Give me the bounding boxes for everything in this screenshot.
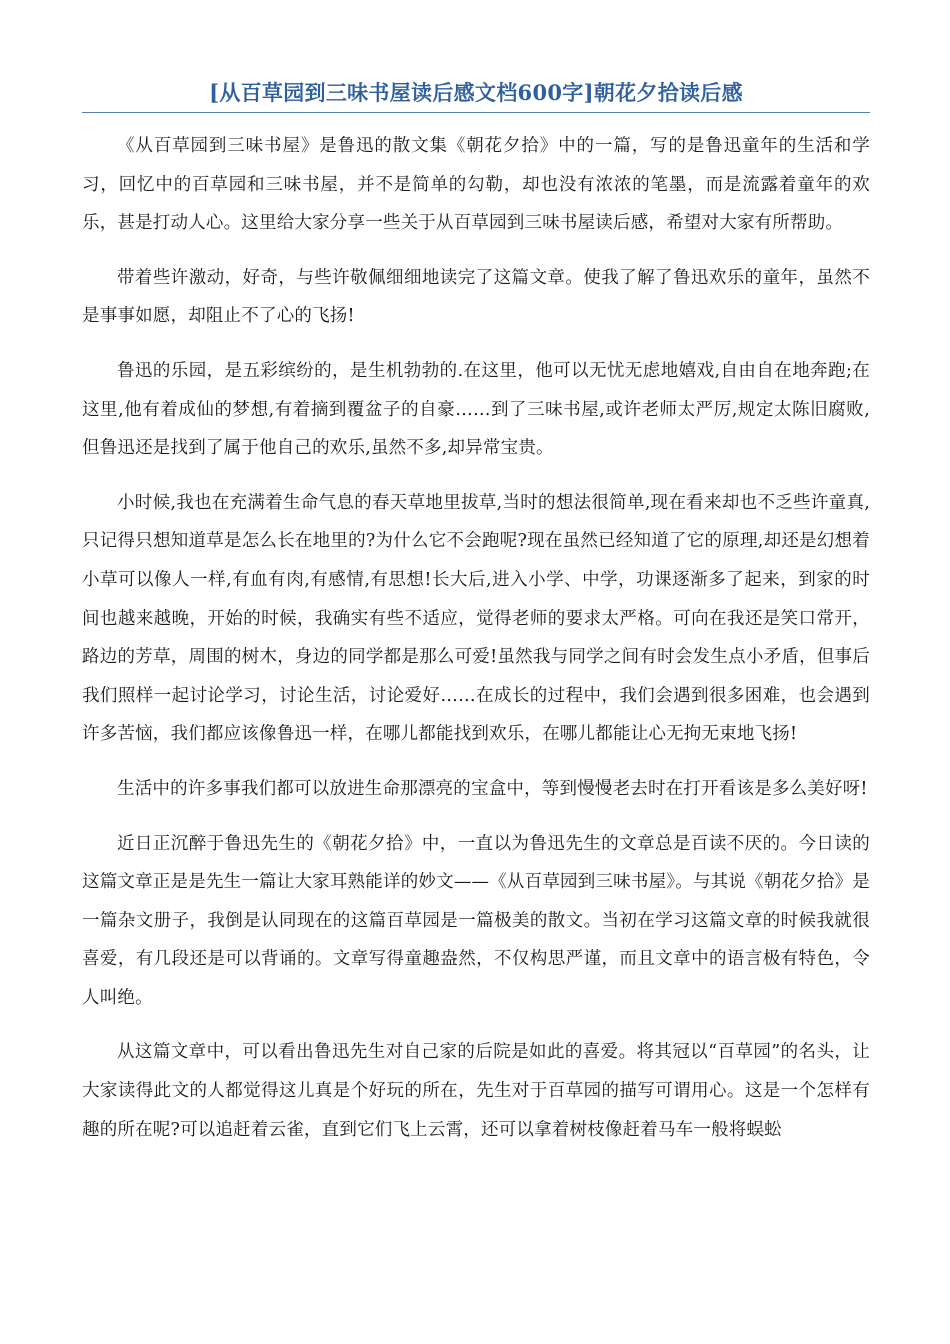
paragraph-5: 生活中的许多事我们都可以放进生命那漂亮的宝盒中，等到慢慢老去时在打开看该是多么美好呀! <box>117 778 868 799</box>
document-page <box>82 78 870 1165</box>
document-title: [从百草园到三味书屋读后感文档600字]朝花夕拾读后感 <box>209 80 743 105</box>
paragraph-7: 从这篇文章中，可以看出鲁迅先生对自己家的后院是如此的喜爱。将其冠以“百草园”的名头，让大家读得此文的人都觉得这儿真是个好玩的所在，先生对于百草园的描写可谓用心。这是一个怎样有趣的所在呢?可以追赶着云雀，直到它们飞上云霄，还可以拿着树枝像赶着马车一般将蜈蚣 <box>82 1042 870 1140</box>
title-divider <box>82 112 870 113</box>
paragraph-6: 近日正沉醉于鲁迅先生的《朝花夕拾》中，一直以为鲁迅先生的文章总是百读不厌的。今日读的这篇文章正是是先生一篇让大家耳熟能详的妙文——《从百草园到三味书屋》。与其说《朝花夕拾》是一篇杂文册子，我倒是认同现在的这篇百草园是一篇极美的散文。当初在学习这篇文章的时候我就很喜爱，有几段还是可以背诵的。文章写得童趣盎然，不仅构思严谨，而且文章中的语言极有特色，令人叫绝。 <box>82 833 870 1008</box>
paragraph-1: 《从百草园到三味书屋》是鲁迅的散文集《朝花夕拾》中的一篇，写的是鲁迅童年的生活和学习，回忆中的百草园和三味书屋，并不是简单的勾勒，却也没有浓浓的笔墨，而是流露着童年的欢乐，甚是打动人心。这里给大家分享一些关于从百草园到三味书屋读后感，希望对大家有所帮助。 <box>82 136 870 234</box>
paragraph-3: 鲁迅的乐园，是五彩缤纷的，是生机勃勃的.在这里，他可以无忧无虑地嬉戏,自由自在地奔跑;在这里,他有着成仙的梦想,有着摘到覆盆子的自豪……到了三味书屋,或许老师太严厉,规定太陈旧腐败,但鲁迅还是找到了属于他自己的欢乐,虽然不多,却异常宝贵。 <box>82 360 870 459</box>
paragraph-2: 带着些许激动，好奇，与些许敬佩细细地读完了这篇文章。使我了解了鲁迅欢乐的童年，虽然不是事事如愿，却阻止不了心的飞扬! <box>82 267 870 327</box>
paragraph-4: 小时候,我也在充满着生命气息的春天草地里拔草,当时的想法很简单,现在看来却也不乏些许童真,只记得只想知道草是怎么长在地里的?为什么它不会跑呢?现在虽然已经知道了它的原理,却还是幻想着小草可以像人一样,有血有肉,有感情,有思想!长大后,进入小学、中学，功课逐渐多了起来，到家的时间也越来越晚，开始的时候，我确实有些不适应，觉得老师的要求太严格。可向在我还是笑口常开，路边的芳草，周围的树木，身边的同学都是那么可爱!虽然我与同学之间有时会发生点小矛盾，但事后我们照样一起讨论学习，讨论生活，讨论爱好……在成长的过程中，我们会遇到很多困难，也会遇到许多苦恼，我们都应该像鲁迅一样，在哪儿都能找到欢乐，在哪儿都能让心无拘无束地飞扬! <box>82 492 870 745</box>
document-body <box>82 127 870 1149</box>
